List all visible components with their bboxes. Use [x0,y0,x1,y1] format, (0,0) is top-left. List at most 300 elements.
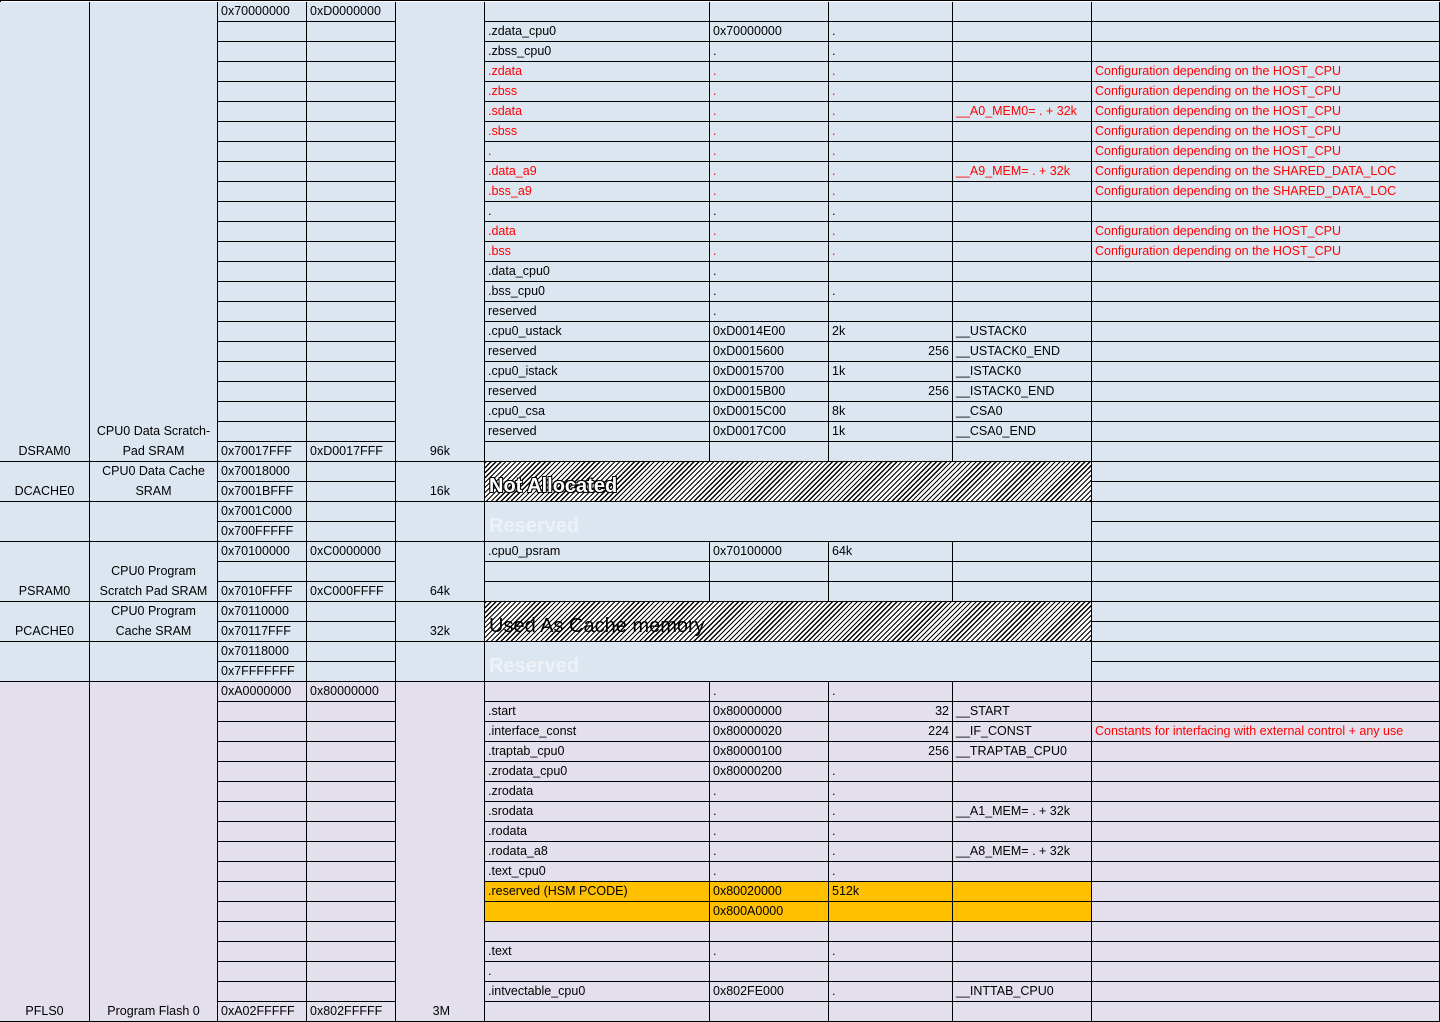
start-address [218,22,307,42]
linker-symbol: __IF_CONST [953,722,1092,742]
alias-address [307,382,396,402]
section-size: . [829,242,953,262]
block-desc-reserved2 [90,642,218,682]
alias-address [307,222,396,242]
comment: Configuration depending on the HOST_CPU [1092,62,1440,82]
section-address: . [710,122,829,142]
block-size-dcache0: 16k [396,462,485,502]
section-size: . [829,842,953,862]
section-name [485,1002,710,1022]
section-name: reserved [485,302,710,322]
start-address: 0x700FFFFF [218,522,307,542]
section-address: 0xD0015B00 [710,382,829,402]
comment [1092,582,1440,602]
alias-address [307,562,396,582]
linker-symbol [953,82,1092,102]
not-allocated-region [485,462,1092,502]
section-size: . [829,22,953,42]
alias-address [307,82,396,102]
section-name [485,562,710,582]
start-address: 0xA02FFFFF [218,1002,307,1022]
section-name: .srodata [485,802,710,822]
comment [1092,402,1440,422]
section-name: .zdata_cpu0 [485,22,710,42]
comment [1092,602,1440,622]
section-size: 512k [829,882,953,902]
section-name: .text_cpu0 [485,862,710,882]
section-address [710,922,829,942]
section-size: 1k [829,362,953,382]
section-name [485,2,710,22]
section-name: .sbss [485,122,710,142]
comment [1092,42,1440,62]
alias-address [307,422,396,442]
start-address [218,282,307,302]
section-address: 0x800A0000 [710,902,829,922]
start-address [218,302,307,322]
comment [1092,822,1440,842]
alias-address [307,702,396,722]
block-desc-reserved1 [90,502,218,542]
comment [1092,742,1440,762]
section-address: . [710,82,829,102]
start-address [218,902,307,922]
comment [1092,562,1440,582]
comment [1092,282,1440,302]
section-address: 0xD0015C00 [710,402,829,422]
section-size: 64k [829,542,953,562]
alias-address: 0xC0000000 [307,542,396,562]
section-name: .bss_cpu0 [485,282,710,302]
start-address [218,322,307,342]
start-address [218,162,307,182]
alias-address [307,822,396,842]
block-name-dcache0: DCACHE0 [0,462,90,502]
block-size-reserved2 [396,642,485,682]
section-size: 2k [829,322,953,342]
start-address [218,962,307,982]
comment: Constants for interfacing with external control + any use [1092,722,1440,742]
section-name: .sdata [485,102,710,122]
section-name: .bss [485,242,710,262]
section-address: . [710,842,829,862]
comment [1092,782,1440,802]
section-name: .zrodata_cpu0 [485,762,710,782]
linker-symbol [953,922,1092,942]
linker-symbol: __ISTACK0 [953,362,1092,382]
start-address [218,62,307,82]
section-name: .data_cpu0 [485,262,710,282]
linker-symbol [953,442,1092,462]
start-address [218,882,307,902]
section-name: reserved [485,382,710,402]
section-size: . [829,42,953,62]
section-size [829,1002,953,1022]
section-address: 0xD0017C00 [710,422,829,442]
linker-symbol [953,822,1092,842]
start-address: 0x70117FFF [218,622,307,642]
linker-symbol [953,262,1092,282]
linker-symbol [953,182,1092,202]
start-address: 0x7001BFFF [218,482,307,502]
start-address [218,422,307,442]
section-name: .rodata [485,822,710,842]
alias-address [307,522,396,542]
section-name: .traptab_cpu0 [485,742,710,762]
section-address: . [710,242,829,262]
linker-symbol [953,882,1092,902]
section-size [829,302,953,322]
block-name-psram0: PSRAM0 [0,542,90,602]
linker-symbol [953,682,1092,702]
used-as-cache-region [485,602,1092,642]
alias-address [307,842,396,862]
block-name-reserved1 [0,502,90,542]
comment [1092,342,1440,362]
start-address [218,722,307,742]
comment: Configuration depending on the SHARED_DATA_LOC [1092,182,1440,202]
start-address: 0x70118000 [218,642,307,662]
linker-symbol [953,222,1092,242]
alias-address [307,942,396,962]
linker-symbol: __CSA0 [953,402,1092,422]
section-name: .cpu0_istack [485,362,710,382]
section-size: . [829,282,953,302]
section-size: . [829,802,953,822]
comment [1092,902,1440,922]
alias-address [307,282,396,302]
comment [1092,962,1440,982]
start-address [218,942,307,962]
section-size: . [829,222,953,242]
start-address [218,42,307,62]
section-name: .zdata [485,62,710,82]
section-name: .cpu0_csa [485,402,710,422]
section-size: 256 [829,342,953,362]
section-address: 0x70000000 [710,22,829,42]
section-address [710,1002,829,1022]
block-name-dsram0: DSRAM0 [0,2,90,462]
block-size-psram0: 64k [396,542,485,602]
section-address: . [710,282,829,302]
linker-symbol [953,902,1092,922]
alias-address [307,402,396,422]
section-name: .data_a9 [485,162,710,182]
comment [1092,862,1440,882]
comment [1092,322,1440,342]
linker-symbol [953,1002,1092,1022]
linker-symbol [953,302,1092,322]
linker-symbol [953,2,1092,22]
section-name: .text [485,942,710,962]
block-size-dsram0: 96k [396,2,485,462]
alias-address [307,202,396,222]
alias-address [307,262,396,282]
start-address [218,202,307,222]
start-address [218,562,307,582]
comment [1092,502,1440,522]
section-size [829,442,953,462]
section-address: . [710,802,829,822]
section-address: . [710,222,829,242]
section-name: .rodata_a8 [485,842,710,862]
reserved1-region [485,502,1092,542]
section-address: 0x802FE000 [710,982,829,1002]
block-name-pfls0: PFLS0 [0,682,90,1022]
linker-symbol: __CSA0_END [953,422,1092,442]
section-address [710,442,829,462]
section-address: . [710,102,829,122]
comment: Configuration depending on the HOST_CPU [1092,222,1440,242]
linker-symbol [953,762,1092,782]
alias-address [307,742,396,762]
comment [1092,662,1440,682]
comment [1092,882,1440,902]
alias-address: 0xC000FFFF [307,582,396,602]
used-as-cache-label: Used As Cache memory [489,615,705,637]
section-size [829,262,953,282]
alias-address [307,642,396,662]
comment [1092,202,1440,222]
alias-address [307,142,396,162]
section-size: . [829,822,953,842]
linker-symbol [953,122,1092,142]
section-name: . [485,202,710,222]
section-size [829,2,953,22]
alias-address [307,102,396,122]
section-size: . [829,682,953,702]
comment [1092,382,1440,402]
start-address [218,342,307,362]
block-name-pcache0: PCACHE0 [0,602,90,642]
start-address [218,402,307,422]
section-address: . [710,142,829,162]
block-size-pfls0: 3M [396,682,485,1022]
start-address [218,802,307,822]
comment [1092,842,1440,862]
block-size-pcache0: 32k [396,602,485,642]
section-size [829,902,953,922]
section-size: . [829,82,953,102]
linker-symbol [953,782,1092,802]
linker-symbol [953,962,1092,982]
reserved1-label: Reserved [489,515,580,537]
alias-address [307,162,396,182]
alias-address [307,482,396,502]
section-size: . [829,162,953,182]
alias-address [307,782,396,802]
linker-symbol [953,582,1092,602]
start-address: 0x7FFFFFFF [218,662,307,682]
section-address: . [710,42,829,62]
section-address: 0x70100000 [710,542,829,562]
comment [1092,702,1440,722]
section-address: 0x80000200 [710,762,829,782]
section-name: reserved [485,342,710,362]
block-desc-pcache0: CPU0 Program Cache SRAM [90,602,218,642]
section-size: . [829,942,953,962]
section-name: .intvectable_cpu0 [485,982,710,1002]
start-address: 0x70110000 [218,602,307,622]
comment [1092,762,1440,782]
alias-address [307,302,396,322]
alias-address: 0xD0000000 [307,2,396,22]
section-address: . [710,262,829,282]
reserved2-region [485,642,1092,682]
section-name: .cpu0_ustack [485,322,710,342]
start-address [218,982,307,1002]
section-size: 224 [829,722,953,742]
block-desc-dcache0: CPU0 Data Cache SRAM [90,462,218,502]
comment [1092,682,1440,702]
start-address: 0xA0000000 [218,682,307,702]
alias-address: 0xD0017FFF [307,442,396,462]
alias-address [307,462,396,482]
start-address: 0x70000000 [218,2,307,22]
alias-address [307,22,396,42]
alias-address [307,762,396,782]
alias-address [307,622,396,642]
section-name: .zbss [485,82,710,102]
section-address [710,962,829,982]
start-address [218,102,307,122]
comment [1092,942,1440,962]
comment: Configuration depending on the HOST_CPU [1092,242,1440,262]
comment [1092,362,1440,382]
comment [1092,542,1440,562]
section-name: reserved [485,422,710,442]
linker-symbol [953,22,1092,42]
start-address: 0x7010FFFF [218,582,307,602]
comment: Configuration depending on the HOST_CPU [1092,142,1440,162]
comment [1092,262,1440,282]
section-name: .data [485,222,710,242]
alias-address: 0x80000000 [307,682,396,702]
section-size [829,922,953,942]
alias-address [307,42,396,62]
section-name: .start [485,702,710,722]
linker-symbol: __START [953,702,1092,722]
block-name-reserved2 [0,642,90,682]
section-address: 0xD0015700 [710,362,829,382]
alias-address [307,982,396,1002]
section-size: . [829,762,953,782]
section-size: . [829,62,953,82]
section-address: . [710,202,829,222]
start-address [218,382,307,402]
alias-address [307,602,396,622]
start-address [218,222,307,242]
section-size: . [829,182,953,202]
start-address [218,742,307,762]
linker-symbol [953,142,1092,162]
section-size: . [829,202,953,222]
alias-address: 0x802FFFFF [307,1002,396,1022]
section-size: . [829,102,953,122]
start-address: 0x70017FFF [218,442,307,462]
section-address [710,562,829,582]
section-size: . [829,122,953,142]
start-address [218,862,307,882]
start-address: 0x7001C000 [218,502,307,522]
comment: Configuration depending on the SHARED_DATA_LOC [1092,162,1440,182]
comment [1092,982,1440,1002]
start-address [218,362,307,382]
comment [1092,2,1440,22]
section-name [485,682,710,702]
start-address [218,262,307,282]
section-size [829,582,953,602]
comment [1092,1002,1440,1022]
section-name [485,582,710,602]
comment [1092,22,1440,42]
alias-address [307,962,396,982]
start-address [218,142,307,162]
alias-address [307,62,396,82]
section-size: . [829,982,953,1002]
linker-symbol [953,542,1092,562]
section-name: .interface_const [485,722,710,742]
alias-address [307,322,396,342]
section-name [485,922,710,942]
linker-symbol [953,42,1092,62]
section-address: . [710,62,829,82]
alias-address [307,122,396,142]
section-address: 0x80000000 [710,702,829,722]
section-address: 0x80000020 [710,722,829,742]
linker-symbol: __A8_MEM= . + 32k [953,842,1092,862]
comment [1092,302,1440,322]
comment: Configuration depending on the HOST_CPU [1092,102,1440,122]
start-address [218,702,307,722]
start-address: 0x70018000 [218,462,307,482]
section-name: . [485,142,710,162]
start-address [218,182,307,202]
section-size: 256 [829,742,953,762]
section-address: . [710,862,829,882]
section-address: . [710,682,829,702]
block-desc-dsram0: CPU0 Data Scratch-Pad SRAM [90,2,218,462]
comment [1092,462,1440,482]
alias-address [307,502,396,522]
alias-address [307,862,396,882]
linker-symbol [953,62,1092,82]
section-name: .reserved (HSM PCODE) [485,882,710,902]
reserved2-label: Reserved [489,655,580,677]
section-size: . [829,862,953,882]
section-size: . [829,782,953,802]
section-address: . [710,302,829,322]
linker-symbol [953,942,1092,962]
section-address: . [710,822,829,842]
section-address: . [710,182,829,202]
comment: Configuration depending on the HOST_CPU [1092,82,1440,102]
section-address: 0x80000100 [710,742,829,762]
section-name: .bss_a9 [485,182,710,202]
block-desc-pfls0: Program Flash 0 [90,682,218,1022]
linker-symbol [953,282,1092,302]
alias-address [307,722,396,742]
section-size: 1k [829,422,953,442]
alias-address [307,902,396,922]
linker-symbol: __A9_MEM= . + 32k [953,162,1092,182]
comment [1092,622,1440,642]
comment [1092,802,1440,822]
section-size: 32 [829,702,953,722]
start-address [218,762,307,782]
comment: Configuration depending on the HOST_CPU [1092,122,1440,142]
linker-symbol [953,242,1092,262]
